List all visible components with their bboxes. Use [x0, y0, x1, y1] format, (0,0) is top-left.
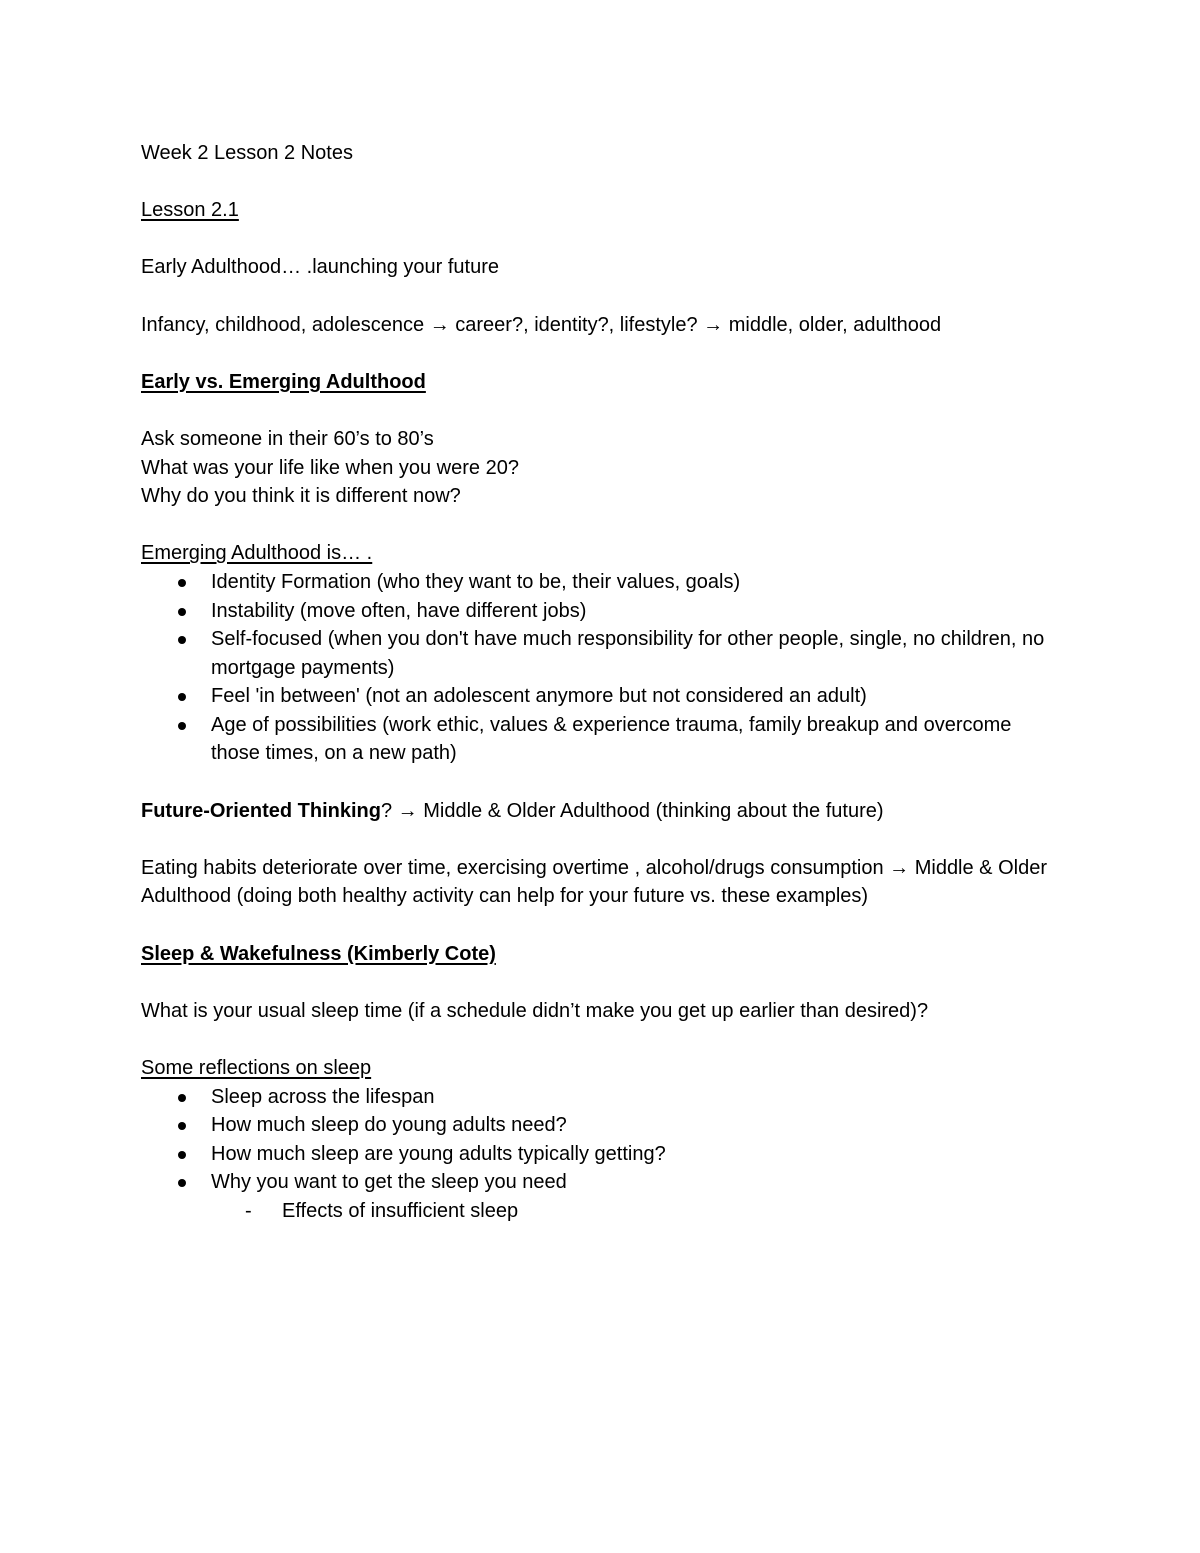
- list-item-text: Sleep across the lifespan: [211, 1085, 435, 1108]
- list-item-text: Why you want to get the sleep you need: [211, 1171, 567, 1194]
- bullet-icon: [178, 722, 186, 730]
- list-item: [141, 1168, 1061, 1197]
- dash-marker: -: [245, 1199, 252, 1222]
- list-item-text: Identity Formation (who they want to be, their values, goals): [211, 570, 741, 593]
- list-item: [141, 1083, 1061, 1112]
- section-heading-sleep: Sleep & Wakefulness (Kimberly Cote): [141, 942, 496, 965]
- emerging-adulthood-subheading: Emerging Adulthood is… .: [141, 542, 373, 565]
- eating-habits-line: Eating habits deteriorate over time, exercising overtime , alcohol/drugs consumption → Middle & Older Adulthood (doing both healthy activity can help for your future vs. these examples): [141, 856, 1052, 908]
- list-item: [141, 1140, 1061, 1169]
- list-item: [141, 1111, 1061, 1140]
- sleep-reflections-list: [141, 1083, 1061, 1197]
- list-item-text: Self-focused (when you don't have much responsibility for other people, single, no children, no mortgage payments): [211, 628, 1045, 679]
- document-title: Week 2 Lesson 2 Notes: [141, 142, 353, 164]
- bullet-icon: [178, 1094, 186, 1102]
- question-line: Ask someone in their 60’s to 80’s: [141, 427, 434, 450]
- list-item: [141, 711, 1061, 768]
- document-page: [141, 139, 1061, 1226]
- intro-line: Early Adulthood… .launching your future: [141, 256, 499, 279]
- list-item-text: How much sleep do young adults need?: [211, 1114, 567, 1137]
- question-line: What was your life like when you were 20?: [141, 456, 519, 479]
- future-oriented-term: Future-Oriented Thinking: [141, 799, 381, 822]
- bullet-icon: [178, 579, 186, 587]
- section-heading-early-vs-emerging: Early vs. Emerging Adulthood: [141, 370, 426, 393]
- bullet-icon: [178, 1179, 186, 1187]
- emerging-adulthood-list: [141, 568, 1061, 768]
- list-item: [141, 682, 1061, 711]
- sleep-reflections-subheading: Some reflections on sleep: [141, 1057, 372, 1079]
- stages-line: Infancy, childhood, adolescence → career?, identity?, lifestyle? → middle, older, adulthood: [141, 313, 942, 336]
- interview-questions: [141, 425, 1061, 511]
- list-item-text: Age of possibilities (work ethic, values & experience trauma, family breakup and overcome those times, on a new path): [211, 713, 1012, 765]
- bullet-icon: [178, 608, 186, 616]
- bullet-icon: [178, 1151, 186, 1159]
- sub-list-item: [141, 1197, 1061, 1226]
- future-oriented-line: [141, 797, 1061, 826]
- list-item-text: How much sleep are young adults typically getting?: [211, 1142, 666, 1165]
- bullet-icon: [178, 1122, 186, 1130]
- list-item-text: Feel 'in between' (not an adolescent anymore but not considered an adult): [211, 685, 867, 708]
- question-line: Why do you think it is different now?: [141, 485, 461, 508]
- sub-list-item-text: Effects of insufficient sleep: [282, 1199, 519, 1222]
- sleep-question: What is your usual sleep time (if a schedule didn’t make you get up earlier than desired)?: [141, 999, 929, 1022]
- future-oriented-text: ? → Middle & Older Adulthood (thinking about the future): [381, 799, 884, 822]
- lesson-heading: Lesson 2.1: [141, 199, 239, 222]
- list-item: [141, 597, 1061, 626]
- list-item: [141, 568, 1061, 597]
- list-item-text: Instability (move often, have different jobs): [211, 599, 587, 622]
- bullet-icon: [178, 693, 186, 701]
- bullet-icon: [178, 636, 186, 644]
- list-item: [141, 625, 1061, 682]
